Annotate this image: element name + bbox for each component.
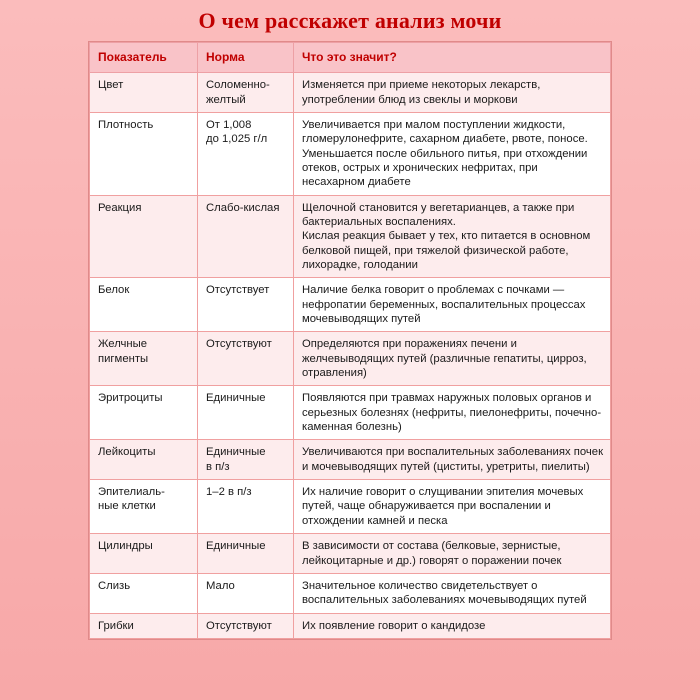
cell-meaning: [294, 332, 611, 386]
table-row: [90, 386, 611, 440]
cell-norm: [198, 573, 294, 613]
cell-line: Увеличиваются при воспалительных заболеваниях почек и мочевыводящих путей (циститы, уретриты, пиелиты): [302, 446, 604, 473]
cell-line: Грибки: [98, 619, 134, 632]
cell-line: Эритроциты: [98, 392, 163, 405]
cell-norm: [198, 386, 294, 440]
column-header-meaning: Что это значит?: [294, 43, 611, 73]
cell-line: Цилиндры: [98, 540, 153, 553]
cell-meaning: [294, 440, 611, 480]
cell-norm: [198, 112, 294, 195]
cell-meaning: [294, 112, 611, 195]
cell-line: Значительное количество свидетельствует о воспалительных заболеваниях мочевыводящих путей: [302, 579, 587, 607]
cell-meaning: [294, 195, 611, 278]
cell-line: Определяются при поражениях печени и желчевыводящих путей (различные гепатиты, цирроз, отравления): [302, 338, 587, 380]
cell-line: Лейкоциты: [98, 446, 156, 459]
cell-indicator: [90, 112, 198, 195]
table-row: [90, 573, 611, 613]
cell-line: Плотность: [98, 118, 154, 131]
cell-line: Отсутствуют: [206, 619, 272, 632]
cell-norm: [198, 480, 294, 534]
table-row: [90, 440, 611, 480]
urine-analysis-table-container: [88, 41, 612, 640]
cell-indicator: [90, 613, 198, 638]
table-row: [90, 332, 611, 386]
table-head: [90, 43, 611, 73]
cell-indicator: [90, 386, 198, 440]
cell-line: Цвет: [98, 79, 124, 92]
cell-line: ные клетки: [98, 500, 156, 513]
cell-meaning: [294, 386, 611, 440]
cell-meaning: [294, 73, 611, 113]
cell-line: Отсутствуют: [206, 338, 272, 351]
cell-line: до 1,025 г/л: [206, 133, 268, 146]
cell-norm: [198, 440, 294, 480]
cell-indicator: [90, 480, 198, 534]
cell-indicator: [90, 332, 198, 386]
cell-line: Единичные: [206, 540, 266, 553]
cell-indicator: [90, 195, 198, 278]
cell-line: Наличие белка говорит о проблемах с почками — нефропатии беременных, воспалительных процессах мочевыводящих путей: [302, 284, 586, 326]
cell-line: Эпителиаль-: [98, 486, 165, 499]
table-row: [90, 195, 611, 278]
urine-analysis-table: [89, 42, 611, 639]
column-header-norm: Норма: [198, 43, 294, 73]
cell-line: пигменты: [98, 352, 149, 365]
cell-indicator: [90, 573, 198, 613]
cell-line: В зависимости от состава (белковые, зернистые, лейкоцитарные и др.) говорят о поражении почек: [302, 540, 562, 567]
cell-line: Их наличие говорит о слущивании эпителия мочевых путей, чаще обнаруживается при воспалении и отхождении камней и песка: [302, 486, 584, 527]
table-row: [90, 534, 611, 574]
cell-line: Отсутствует: [206, 284, 270, 297]
cell-line: Единичные: [206, 392, 266, 405]
cell-indicator: [90, 534, 198, 574]
table-row: [90, 112, 611, 195]
cell-line: в п/з: [206, 460, 230, 473]
page-title: О чем расскажет анализ мочи: [198, 8, 502, 33]
cell-meaning: [294, 480, 611, 534]
cell-line: Появляются при травмах наружных половых органов и серьезных болезнях (нефриты, пиелонефриты, почечно-каменная болезнь): [302, 392, 602, 434]
table-row: [90, 278, 611, 332]
cell-indicator: [90, 278, 198, 332]
cell-line: Слабо-кислая: [206, 201, 280, 214]
table-body: [90, 73, 611, 639]
cell-line: Белок: [98, 284, 130, 297]
cell-line: От 1,008: [206, 118, 252, 131]
cell-line: Их появление говорит о кандидозе: [302, 619, 486, 632]
cell-line: Щелочной становится у вегетарианцев, а также при бактериальных воспалениях.: [302, 201, 575, 228]
column-header-indicator: Показатель: [90, 43, 198, 73]
cell-meaning: [294, 573, 611, 613]
cell-line: Единичные: [206, 446, 266, 459]
cell-norm: [198, 278, 294, 332]
cell-norm: [198, 195, 294, 278]
cell-meaning: [294, 278, 611, 332]
cell-line: Мало: [206, 579, 235, 592]
cell-meaning: [294, 534, 611, 574]
cell-indicator: [90, 73, 198, 113]
cell-line: Кислая реакция бывает у тех, кто питается в основном белковой пищей, при тяжелой физической работе, лихорадке, голодании: [302, 230, 591, 272]
cell-norm: [198, 73, 294, 113]
cell-norm: [198, 613, 294, 638]
cell-line: Желчные: [98, 338, 148, 351]
cell-line: Увеличивается при малом поступлении жидкости, гломерулонефрите, сахарном диабете, рвоте, поносе.: [302, 118, 588, 146]
cell-line: Изменяется при приеме некоторых лекарств, употреблении блюд из свеклы и моркови: [302, 79, 541, 106]
cell-line: Уменьшается после обильного питья, при отхождении отеков, острых и хронических нефритах, при несахарном диабете: [302, 147, 588, 189]
cell-line: Реакция: [98, 201, 142, 214]
cell-line: Слизь: [98, 579, 131, 592]
cell-norm: [198, 534, 294, 574]
cell-line: 1–2 в п/з: [206, 486, 252, 499]
cell-indicator: [90, 440, 198, 480]
cell-line: желтый: [206, 93, 246, 106]
cell-norm: [198, 332, 294, 386]
table-row: [90, 73, 611, 113]
table-row: [90, 613, 611, 638]
table-header-row: [90, 43, 611, 73]
cell-line: Соломенно-: [206, 79, 270, 92]
table-row: [90, 480, 611, 534]
cell-meaning: [294, 613, 611, 638]
